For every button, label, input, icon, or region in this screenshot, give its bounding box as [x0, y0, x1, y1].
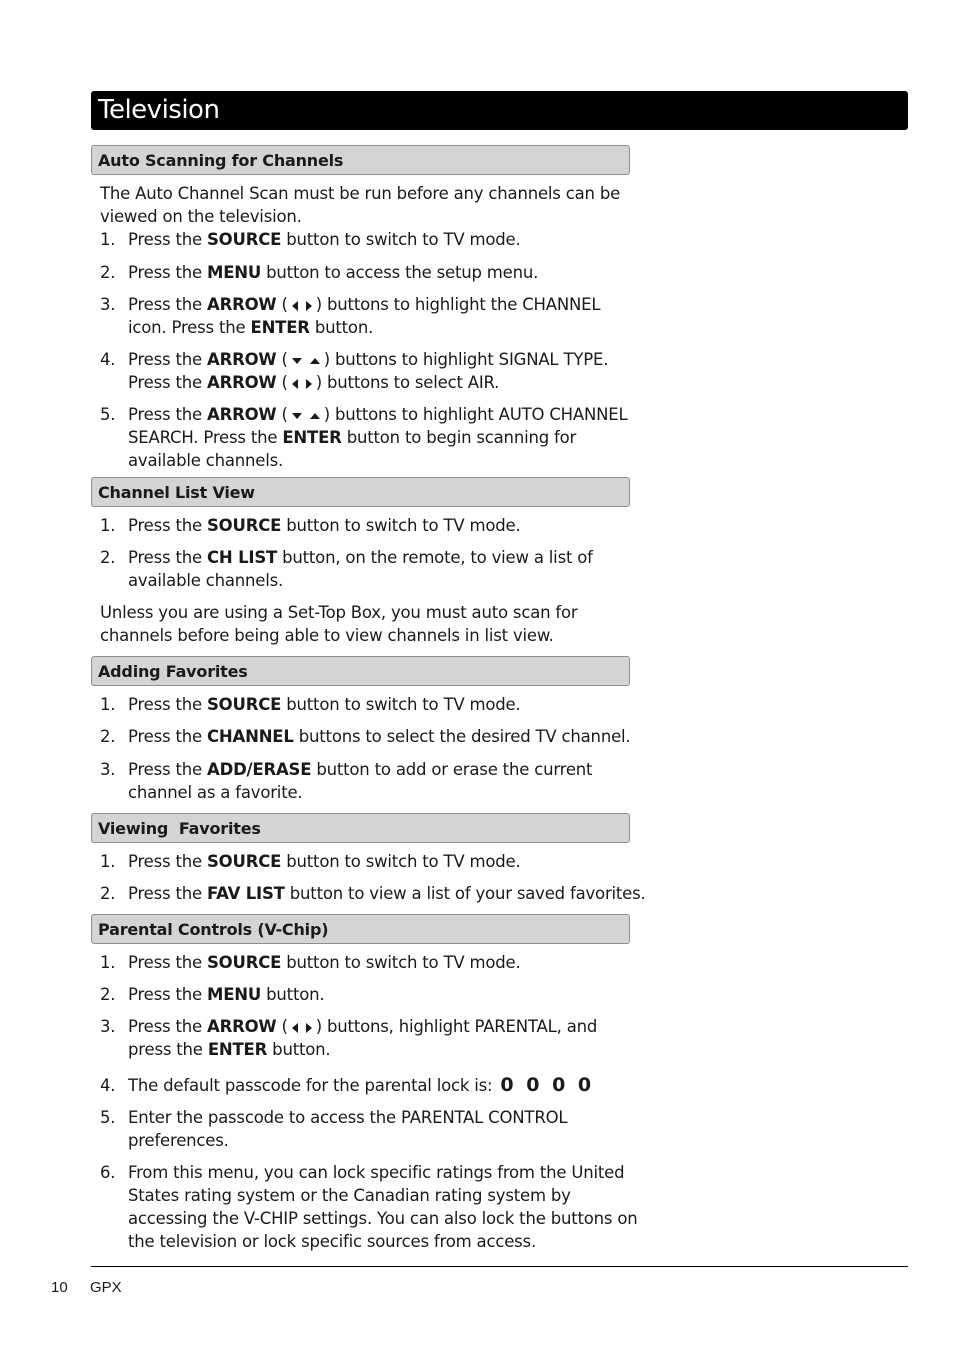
section-header-auto-scan: Auto Scanning for Channels — [91, 145, 630, 175]
right-arrow-icon — [306, 1023, 312, 1033]
section-header-channel-list: Channel List View — [91, 477, 630, 507]
auto-scan-intro: The Auto Channel Scan must be run before any channels can be viewed on the television. — [100, 184, 621, 226]
section-header-viewing-favorites: Viewing Favorites — [91, 813, 630, 843]
page-title: Television — [98, 95, 220, 125]
section-header-adding-favorites: Adding Favorites — [91, 656, 630, 686]
footer-divider — [91, 1266, 908, 1267]
right-arrow-icon — [306, 379, 312, 389]
left-arrow-icon — [292, 1023, 298, 1033]
page-title-bar — [91, 91, 908, 130]
right-arrow-icon — [306, 301, 312, 311]
page-number: 10 — [51, 1279, 68, 1296]
up-arrow-icon — [310, 413, 320, 419]
left-arrow-icon — [292, 301, 298, 311]
footer-brand: GPX — [90, 1279, 122, 1296]
up-arrow-icon — [310, 358, 320, 364]
channel-list-note: Unless you are using a Set-Top Box, you must auto scan for channels before being able to view channels in list view. — [100, 603, 578, 645]
section-header-parental-controls: Parental Controls (V-Chip) — [91, 914, 630, 944]
default-passcode: 0 0 0 0 — [500, 1074, 595, 1096]
down-arrow-icon — [292, 358, 302, 364]
left-arrow-icon — [292, 379, 298, 389]
down-arrow-icon — [292, 413, 302, 419]
